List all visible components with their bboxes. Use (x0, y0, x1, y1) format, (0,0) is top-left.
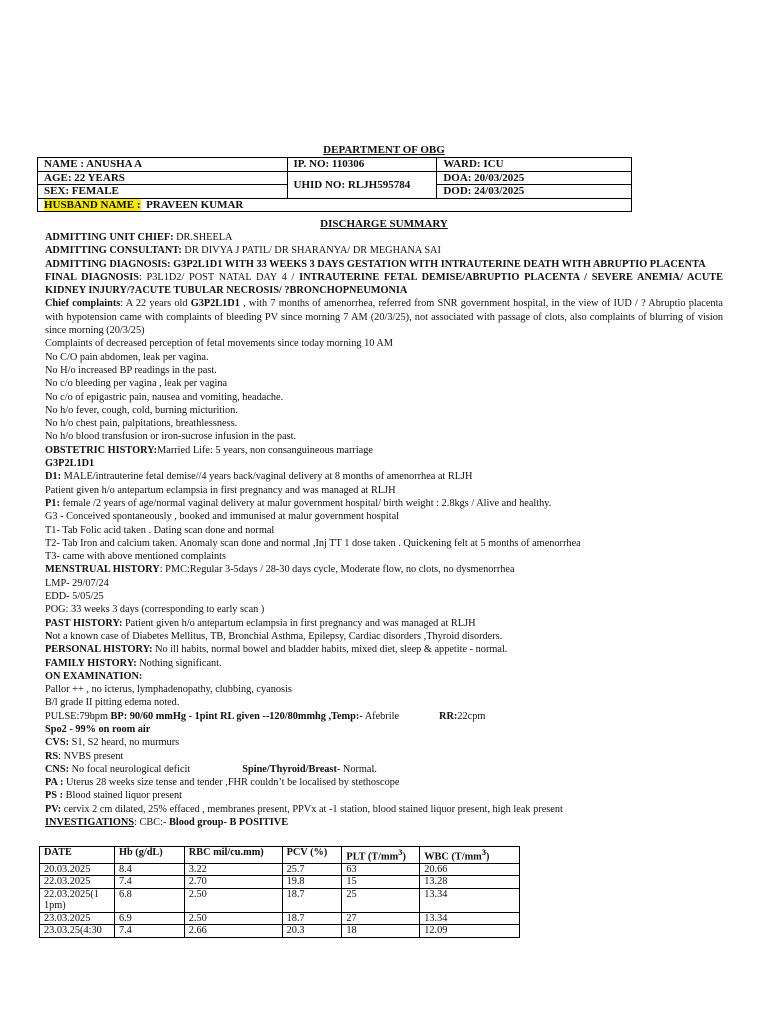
col-plt: PLT $(T/mm^3)$ (342, 847, 420, 864)
investigations-line: INVESTIGATIONS: CBC:- Blood group- B POSITIVE (45, 817, 289, 829)
col-pcv: PCV (%) (282, 847, 342, 864)
complaint-line: No h/o blood transfusion or iron-sucrose infusion in the past. (45, 431, 297, 443)
complaint-line: No C/O pain abdomen, leak per vagina. (45, 351, 209, 363)
ip-number: IP. NO: 110306 (287, 158, 437, 172)
col-date: DATE (40, 847, 115, 864)
complaint-line: No H/o increased BP readings in the past. (45, 364, 217, 376)
col-hb: Hb (g/dL) (114, 847, 184, 864)
department-title: DEPARTMENT OF OBG (323, 144, 445, 156)
complaint-line: Complaints of decreased perception of fetal movements since today morning 10 AM (45, 338, 394, 350)
past-history-note: Not a known case of Diabetes Mellitus, TB, Bronchial Asthma, Epilepsy, Cardiac disorders ,Thyroid disorders. (45, 630, 503, 642)
investigations-table (39, 846, 520, 938)
obstetric-p1: P1: female /2 years of age/normal vaginal delivery at malur government hospital/ birth weight : 2.8kgs / Alive and healthy. (45, 497, 552, 509)
discharge-summary-title: DISCHARGE SUMMARY (320, 218, 448, 230)
husband-name: PRAVEEN KUMAR (146, 198, 244, 211)
consultant-line (45, 244, 723, 257)
unit-chief: DR.SHEELA (173, 232, 233, 243)
exam-spo2: Spo2 - 99% on room air (45, 723, 151, 735)
obstetric-t3: T3- came with above mentioned complaints (45, 551, 226, 563)
date-of-admission: DOA: 20/03/2025 (437, 171, 632, 185)
admitting-diagnosis: ADMITTING DIAGNOSIS: G3P2L1D1 WITH 33 WEEKS 3 DAYS GESTATION WITH INTRAUTERINE DEATH WITH ABRUPTIO PLACENTA (45, 258, 706, 270)
table-row: 23.03.25(4:30 7.4 2.66 20.3 18 12.09 (40, 925, 520, 938)
obstetric-t1: T1- Tab Folic acid taken . Dating scan done and normal (45, 524, 275, 536)
exam-rs: RS: NVBS present (45, 750, 124, 762)
obstetric-t2: T2- Tab Iron and calcium taken. Anomaly scan done and normal ,Inj TT 1 dose taken . Quickening felt at 5 months of amenorrhea (45, 537, 581, 549)
past-history: PAST HISTORY: Patient given h/o antepartum eclampsia in first pregnancy and was managed at RLJH (45, 617, 476, 629)
obstetric-d1-note: Patient given h/o antepartum eclampsia in first pregnancy and was managed at RLJH (45, 484, 396, 496)
exam-pallor: Pallor ++ , no icterus, lymphadenopathy, clubbing, cyanosis (45, 684, 292, 696)
patient-header-table (37, 157, 632, 212)
chief-complaints: Chief complaints: A 22 years old G3P2L1D1 , with 7 months of amenorrhea, referred from SNR government hospital, in the view of IUD / ? Abruptio placenta with hypotension came with complaints of bleeding PV since morning 7 AM (20/3/25), not associated with passage of clots, also complaints of blurring of vision since morning (20/3/25) (45, 298, 723, 337)
husband-name-row (38, 198, 632, 212)
obstetric-history: OBSTETRIC HISTORY:Married Life: 5 years, non consanguineous marriage (45, 444, 373, 456)
exam-cvs: CVS: S1, S2 heard, no murmurs (45, 737, 180, 749)
consultant: DR DIVYA J PATIL/ DR SHARANYA/ DR MEGHANA SAI (181, 245, 441, 257)
table-row: 22.03.2025 7.4 2.70 19.8 15 13.28 (40, 876, 520, 889)
uhid-number: UHID NO: RLJH595784 (287, 171, 437, 198)
edd: EDD- 5/05/25 (45, 591, 104, 603)
exam-cns: CNS: No focal neurological deficit Spine/Thyroid/Breast- Normal. (45, 763, 377, 775)
summary-body (45, 231, 723, 829)
family-history: FAMILY HISTORY: Nothing significant. (45, 657, 222, 669)
personal-history: PERSONAL HISTORY: No ill habits, normal bowel and bladder habits, mixed diet, sleep & appetite - normal. (45, 644, 508, 656)
examination-heading: ON EXAMINATION: (45, 670, 143, 682)
table-row: 23.03.2025 6.9 2.50 18.7 27 13.34 (40, 912, 520, 925)
table-row: 22.03.2025(1 1pm) 6.8 2.50 18.7 25 13.34 (40, 888, 520, 912)
final-diagnosis-label: FINAL DIAGNOSIS (45, 271, 139, 283)
obstetric-d1: D1: MALE/intrauterine fetal demise//4 years back/vaginal delivery at 8 months of amenorrhea at RLJH (45, 471, 473, 483)
col-wbc: WBC $(T/mm^3)$ (420, 847, 520, 864)
exam-ps: PS : Blood stained liquor present (45, 790, 182, 802)
patient-age: AGE: 22 YEARS (38, 171, 288, 185)
table-row: 20.03.2025 8.4 3.22 25.7 63 20.66 (40, 863, 520, 876)
chief-complaints-label: Chief complaints (45, 298, 121, 310)
final-diagnosis: FINAL DIAGNOSIS: P3L1D2/ POST NATAL DAY 4 / INTRAUTERINE FETAL DEMISE/ABRUPTIO PLACENTA / SEVERE ANEMIA/ ACUTE KIDNEY INJURY/?ACUTE TUBULAR NECROSIS/ ?BRONCHOPNEUMONIA (45, 271, 723, 297)
unit-chief-label: ADMITTING UNIT CHIEF: (45, 232, 174, 243)
lmp: LMP- 29/07/24 (45, 577, 109, 589)
exam-pa: PA : Uterus 28 weeks size tense and tender ,FHR couldn’t be localised by stethoscope (45, 777, 400, 789)
complaint-line: No c/o of epigastric pain, nausea and vomiting, headache. (45, 391, 284, 403)
complaint-line: No c/o bleeding per vagina , leak per vagina (45, 378, 228, 390)
investigations-header-row (40, 847, 520, 864)
obstetric-gravida: G3P2L1D1 (45, 458, 95, 470)
col-rbc: RBC mil/cu.mm) (184, 847, 282, 864)
exam-edema: B/l grade II pitting edema noted. (45, 697, 180, 709)
pog: POG: 33 weeks 3 days (corresponding to early scan ) (45, 604, 265, 616)
complaint-line: No h/o fever, cough, cold, burning micturition. (45, 404, 238, 416)
exam-vitals: PULSE:79bpm BP: 90/60 mmHg - 1pint RL given --120/80mmhg ,Temp:- Afebrile RR:22cpm (45, 710, 486, 722)
obstetric-g3: G3 - Conceived spontaneously , booked and immunised at malur government hospital (45, 511, 400, 523)
complaint-line: No h/o chest pain, palpitations, breathlessness. (45, 418, 238, 430)
exam-pv: PV: cervix 2 cm dilated, 25% effaced , membranes present, PPVx at -1 station, blood stained liquor present, high leak present (45, 803, 563, 815)
consultant-label: ADMITTING CONSULTANT: (45, 245, 182, 257)
patient-sex: SEX: FEMALE (38, 185, 288, 199)
ward: WARD: ICU (437, 158, 632, 172)
date-of-discharge: DOD: 24/03/2025 (437, 185, 632, 199)
husband-name-label: HUSBAND NAME : (44, 198, 141, 211)
menstrual-history: MENSTRUAL HISTORY: PMC:Regular 3-5days / 28-30 days cycle, Moderate flow, no clots, no dysmenorrhea (45, 564, 515, 576)
unit-chief-line (45, 231, 723, 244)
patient-name: NAME : ANUSHA A (38, 158, 288, 172)
